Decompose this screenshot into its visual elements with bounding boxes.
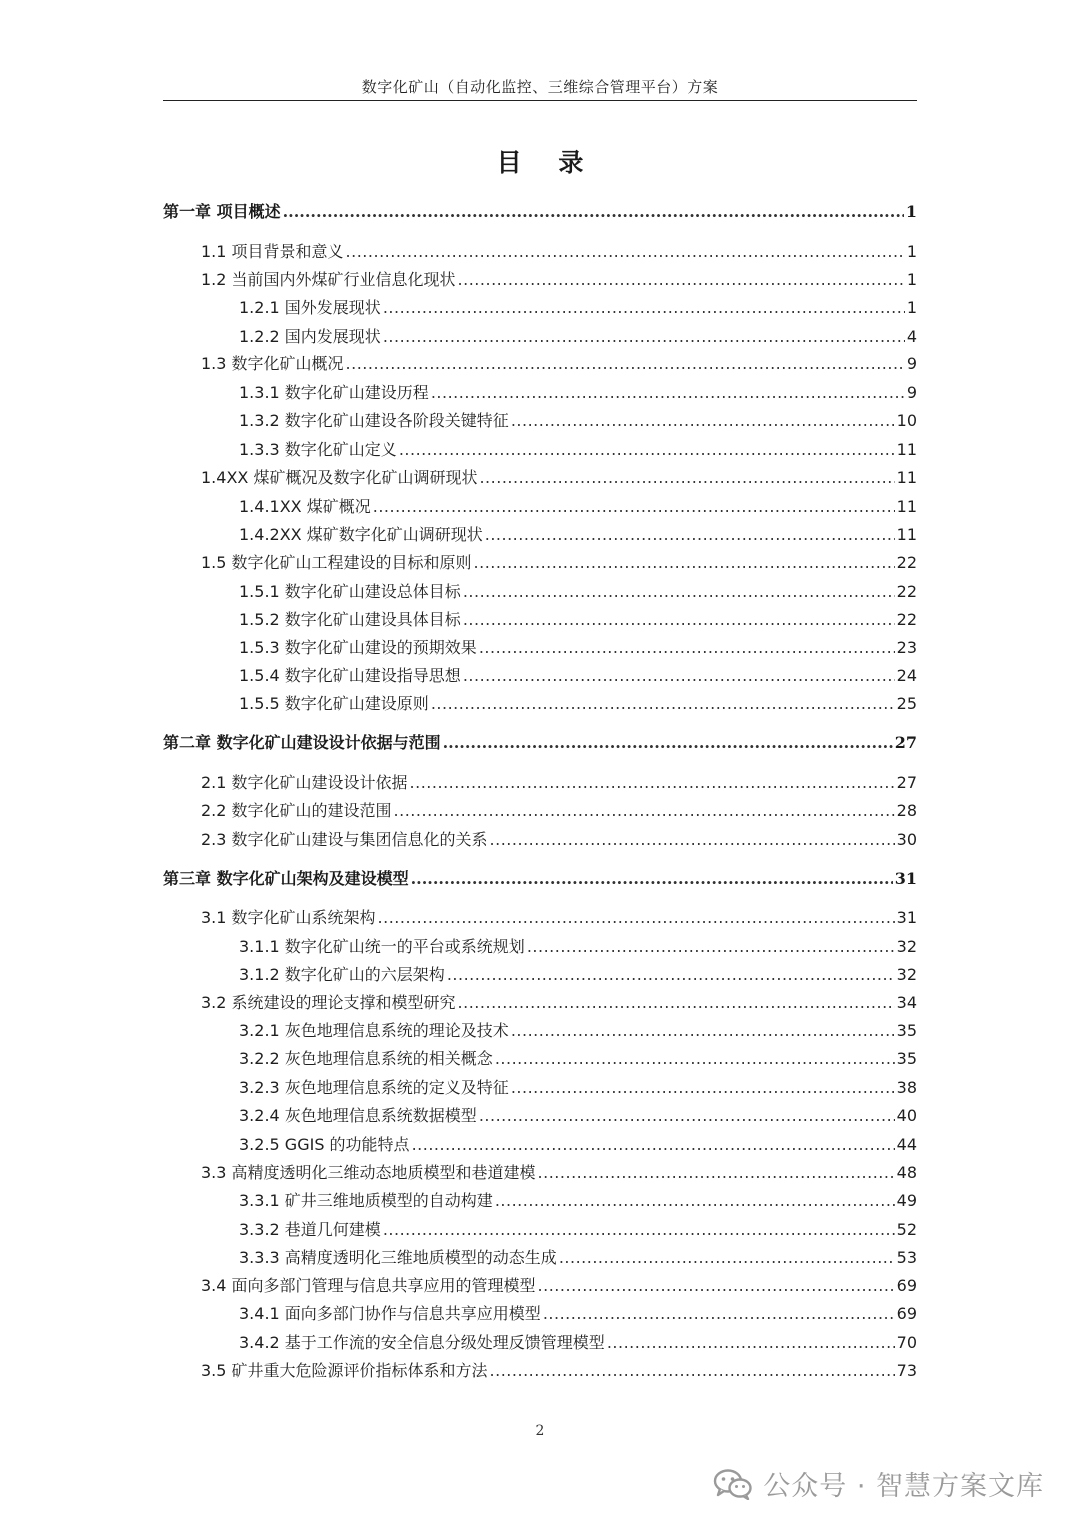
wechat-icon [713,1468,753,1500]
toc-entry-page: 69 [896,1304,917,1323]
toc-dot-leader [346,240,905,264]
toc-dot-leader [373,495,895,519]
toc-entry-subsection[interactable] [239,1218,917,1242]
toc-entry-label: 1.3.1 数字化矿山建设历程 [239,383,429,402]
toc-title: 目 录 [496,148,598,177]
toc-entry-section[interactable] [201,268,917,292]
toc-entry-page: 25 [896,694,917,713]
toc-dot-leader [607,1331,895,1355]
toc-entry-subsection[interactable] [239,1302,917,1326]
toc-entry-page: 27 [896,773,917,792]
toc-entry-label: 1.4.1XX 煤矿概况 [239,497,371,516]
toc-dot-leader [394,799,895,823]
toc-entry-page: 73 [896,1361,917,1380]
toc-entry-page: 10 [896,411,917,430]
toc-entry-section[interactable] [201,828,917,852]
toc-entry-subsection[interactable] [239,1047,917,1071]
toc-entry-label: 3.2.3 灰色地理信息系统的定义及特征 [239,1078,509,1097]
toc-dot-leader [479,466,894,490]
toc-entry-subsection[interactable] [239,1104,917,1128]
toc-entry-page: 32 [896,937,917,956]
toc-dot-leader [412,1133,895,1157]
toc-entry-label: 3.3.3 高精度透明化三维地质模型的动态生成 [239,1248,557,1267]
toc-dot-leader [474,551,895,575]
toc-entry-page: 9 [906,383,917,402]
toc-entry-chapter[interactable] [163,731,917,755]
toc-entry-page: 1 [906,298,917,317]
toc-dot-leader [495,1189,895,1213]
toc-dot-leader [490,828,895,852]
toc-dot-leader [383,1218,895,1242]
toc-dot-leader [431,692,895,716]
toc-entry-subsection[interactable] [239,381,917,405]
toc-entry-section[interactable] [201,466,917,490]
toc-entry-label: 1.5.5 数字化矿山建设原则 [239,694,429,713]
toc-entry-subsection[interactable] [239,325,917,349]
toc-entry-label: 3.4.2 基于工作流的安全信息分级处理反馈管理模型 [239,1333,605,1352]
toc-entry-page: 11 [896,497,917,516]
toc-entry-page: 24 [896,666,917,685]
toc-entry-page: 31 [894,869,917,888]
toc-dot-leader [431,381,905,405]
toc-entry-label: 第二章 数字化矿山建设设计依据与范围 [163,733,441,752]
toc-entry-section[interactable] [201,991,917,1015]
toc-dot-leader [447,963,895,987]
toc-entry-label: 第一章 项目概述 [163,202,281,221]
toc-entry-subsection[interactable] [239,1076,917,1100]
toc-dot-leader [463,608,895,632]
toc-entry-page: 11 [896,440,917,459]
toc-dot-leader [479,636,895,660]
toc-entry-label: 3.5 矿井重大危险源评价指标体系和方法 [201,1361,488,1380]
toc-entry-label: 3.1.1 数字化矿山统一的平台或系统规划 [239,937,525,956]
toc-dot-leader [399,438,895,462]
watermark-text: 公众号 · 智慧方案文库 [763,1471,1044,1502]
toc-entry-subsection[interactable] [239,608,917,632]
toc-dot-leader [485,523,895,547]
toc-dot-leader [543,1302,895,1326]
toc-entry-label: 1.3 数字化矿山概况 [201,354,344,373]
watermark [713,1464,1044,1503]
toc-entry-section[interactable] [201,1161,917,1185]
toc-entry-page: 1 [905,202,917,221]
toc-entry-label: 1.3.2 数字化矿山建设各阶段关键特征 [239,411,509,430]
toc-entry-chapter[interactable] [163,867,917,891]
toc-entry-label: 3.2.4 灰色地理信息系统数据模型 [239,1106,477,1125]
toc-entry-label: 1.2 当前国内外煤矿行业信息化现状 [201,270,456,289]
toc-entry-page: 70 [896,1333,917,1352]
toc-entry-subsection[interactable] [239,664,917,688]
toc-entry-subsection[interactable] [239,1331,917,1355]
toc-dot-leader [463,664,895,688]
document-header-title: 数字化矿山（自动化监控、三维综合管理平台）方案 [361,78,719,96]
toc-entry-subsection[interactable] [239,1246,917,1270]
toc-entry-page: 35 [896,1021,917,1040]
toc-entry-section[interactable] [201,1274,917,1298]
toc-entry-subsection[interactable] [239,438,917,462]
toc-dot-leader [511,1019,895,1043]
toc-entry-label: 1.3.3 数字化矿山定义 [239,440,397,459]
toc-entry-page: 4 [906,327,917,346]
toc-entry-page: 52 [896,1220,917,1239]
toc-entry-label: 3.4.1 面向多部门协作与信息共享应用模型 [239,1304,541,1323]
toc-entry-label: 3.3.2 巷道几何建模 [239,1220,381,1239]
toc-entry-section[interactable] [201,551,917,575]
toc-entry-page: 9 [906,354,917,373]
toc-entry-label: 2.1 数字化矿山建设设计依据 [201,773,408,792]
toc-entry-subsection[interactable] [239,692,917,716]
toc-entry-page: 28 [896,801,917,820]
toc-dot-leader [410,771,895,795]
toc-entry-label: 3.4 面向多部门管理与信息共享应用的管理模型 [201,1276,536,1295]
toc-entry-page: 23 [896,638,917,657]
toc-dot-leader [458,268,905,292]
toc-entry-label: 1.2.1 国外发展现状 [239,298,381,317]
toc-entry-label: 1.4.2XX 煤矿数字化矿山调研现状 [239,525,483,544]
toc-dot-leader [511,1076,895,1100]
toc-entry-subsection[interactable] [239,580,917,604]
toc-entry-chapter[interactable] [163,200,917,224]
toc-dot-leader [490,1359,895,1383]
toc-entry-label: 3.2.1 灰色地理信息系统的理论及技术 [239,1021,509,1040]
toc-dot-leader [346,352,905,376]
header-rule [163,100,917,101]
toc-entry-page: 1 [906,270,917,289]
toc-entry-section[interactable] [201,906,917,930]
toc-dot-leader [443,731,893,755]
toc-entry-subsection[interactable] [239,523,917,547]
toc-entry-subsection[interactable] [239,296,917,320]
toc-entry-label: 1.1 项目背景和意义 [201,242,344,261]
toc-entry-subsection[interactable] [239,495,917,519]
toc-entry-label: 3.2.5 GGIS 的功能特点 [239,1135,410,1154]
toc-entry-page: 44 [896,1135,917,1154]
toc-dot-leader [495,1047,895,1071]
toc-entry-label: 3.2.2 灰色地理信息系统的相关概念 [239,1049,493,1068]
page-number: 2 [535,1423,545,1439]
toc-entry-page: 11 [896,525,917,544]
toc-dot-leader [458,991,895,1015]
toc-entry-label: 3.2 系统建设的理论支撑和模型研究 [201,993,456,1012]
toc-dot-leader [378,906,895,930]
toc-entry-page: 40 [896,1106,917,1125]
toc-entry-page: 1 [906,242,917,261]
toc-dot-leader [383,325,905,349]
toc-entry-page: 31 [896,908,917,927]
toc-entry-label: 1.5 数字化矿山工程建设的目标和原则 [201,553,472,572]
toc-entry-label: 3.3 高精度透明化三维动态地质模型和巷道建模 [201,1163,536,1182]
toc-entry-page: 22 [896,582,917,601]
toc-entry-page: 22 [896,610,917,629]
toc-dot-leader [559,1246,895,1270]
toc-entry-label: 3.1.2 数字化矿山的六层架构 [239,965,445,984]
toc-dot-leader [538,1274,895,1298]
toc-dot-leader [463,580,895,604]
toc-entry-label: 3.1 数字化矿山系统架构 [201,908,376,927]
toc-dot-leader [383,296,905,320]
toc-entry-section[interactable] [201,240,917,264]
toc-entry-page: 53 [896,1248,917,1267]
toc-entry-page: 38 [896,1078,917,1097]
toc-entry-section[interactable] [201,352,917,376]
toc-entry-label: 第三章 数字化矿山架构及建设模型 [163,869,409,888]
toc-entry-subsection[interactable] [239,1189,917,1213]
toc-entry-page: 35 [896,1049,917,1068]
toc-entry-label: 1.5.4 数字化矿山建设指导思想 [239,666,461,685]
toc-entry-subsection[interactable] [239,1019,917,1043]
toc-entry-page: 11 [896,468,917,487]
toc-entry-label: 3.3.1 矿井三维地质模型的自动构建 [239,1191,493,1210]
toc-entry-label: 1.4XX 煤矿概况及数字化矿山调研现状 [201,468,478,487]
toc-dot-leader [527,935,895,959]
toc-entry-subsection[interactable] [239,963,917,987]
toc-dot-leader [283,200,904,224]
toc-entry-page: 49 [896,1191,917,1210]
toc-entry-page: 34 [896,993,917,1012]
toc-entry-page: 32 [896,965,917,984]
toc-entry-page: 30 [896,830,917,849]
toc-entry-subsection[interactable] [239,1133,917,1157]
toc-entry-label: 1.5.1 数字化矿山建设总体目标 [239,582,461,601]
toc-entry-page: 69 [896,1276,917,1295]
toc-entry-label: 1.5.2 数字化矿山建设具体目标 [239,610,461,629]
toc-entry-page: 27 [894,733,917,752]
toc-entry-label: 2.3 数字化矿山建设与集团信息化的关系 [201,830,488,849]
toc-dot-leader [511,409,895,433]
toc-entry-label: 1.2.2 国内发展现状 [239,327,381,346]
toc-dot-leader [411,867,893,891]
toc-dot-leader [538,1161,895,1185]
toc-entry-page: 22 [896,553,917,572]
toc-entry-subsection[interactable] [239,409,917,433]
toc-dot-leader [479,1104,895,1128]
toc-entry-section[interactable] [201,771,917,795]
toc-entry-label: 1.5.3 数字化矿山建设的预期效果 [239,638,477,657]
toc-entry-subsection[interactable] [239,935,917,959]
toc-entry-subsection[interactable] [239,636,917,660]
toc-entry-section[interactable] [201,799,917,823]
toc-entry-page: 48 [896,1163,917,1182]
toc-entry-label: 2.2 数字化矿山的建设范围 [201,801,392,820]
toc-entry-section[interactable] [201,1359,917,1383]
